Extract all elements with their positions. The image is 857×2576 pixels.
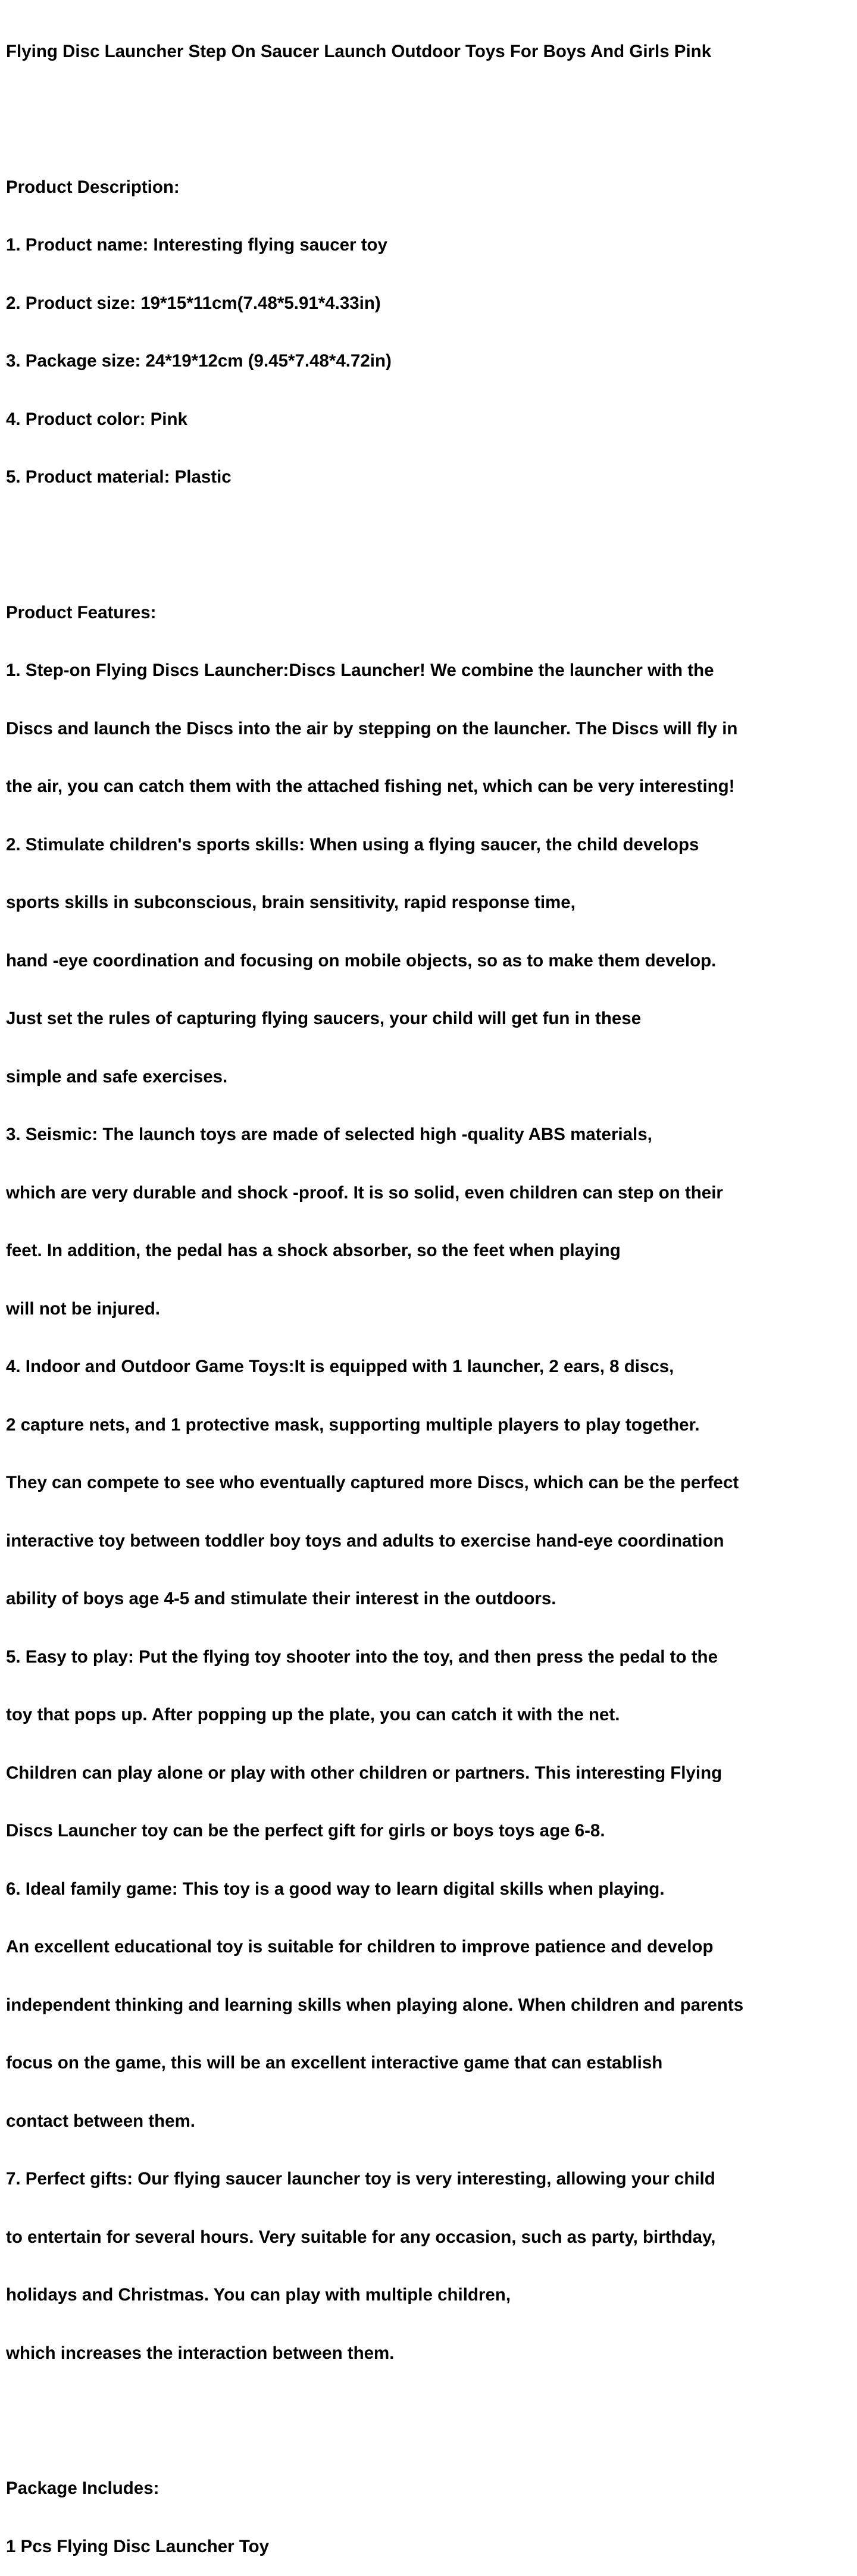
description-line: 1. Product name: Interesting flying saucer toy xyxy=(6,235,387,255)
features-line: 2. Stimulate children's sports skills: When using a flying saucer, the child develops xyxy=(6,834,699,855)
description-line: 2. Product size: 19*15*11cm(7.48*5.91*4.33in) xyxy=(6,293,381,313)
features-line: focus on the game, this will be an excellent interactive game that can establish xyxy=(6,2053,663,2073)
features-line: 2 capture nets, and 1 protective mask, supporting multiple players to play together. xyxy=(6,1414,700,1435)
features-line: feet. In addition, the pedal has a shock absorber, so the feet when playing xyxy=(6,1241,621,1260)
features-line: ability of boys age 4-5 and stimulate their interest in the outdoors. xyxy=(6,1589,556,1608)
features-line: 3. Seismic: The launch toys are made of selected high -quality ABS materials, xyxy=(6,1125,652,1144)
features-line: Children can play alone or play with other children or partners. This interesting Flying xyxy=(6,1763,722,1783)
spacer xyxy=(6,2402,854,2421)
features-line: interactive toy between toddler boy toys and adults to exercise hand-eye coordination xyxy=(6,1530,724,1551)
product-document xyxy=(6,4,854,2576)
features-line: toy that pops up. After popping up the plate, you can catch it with the net. xyxy=(6,1705,620,1724)
features-line: They can compete to see who eventually captured more Discs, which can be the perfect xyxy=(6,1473,739,1492)
spacer xyxy=(6,101,854,120)
description-line: 4. Product color: Pink xyxy=(6,409,187,429)
features-line: holidays and Christmas. You can play with multiple children, xyxy=(6,2285,511,2305)
features-line: Just set the rules of capturing flying saucers, your child will get fun in these xyxy=(6,1009,642,1028)
features-line: which are very durable and shock -proof. It is so solid, even children can step on their xyxy=(6,1182,723,1203)
features-line: simple and safe exercises. xyxy=(6,1066,228,1087)
features-line: which increases the interaction between them. xyxy=(6,2343,395,2363)
features-line: to entertain for several hours. Very suitable for any occasion, such as party, birthday, xyxy=(6,2227,716,2247)
description-line: 3. Package size: 24*19*12cm (9.45*7.48*4.72in) xyxy=(6,351,392,371)
features-line: Discs and launch the Discs into the air by stepping on the launcher. The Discs will fly in xyxy=(6,718,738,738)
features-line: contact between them. xyxy=(6,2111,196,2131)
features-heading: Product Features: xyxy=(6,602,157,622)
features-line: hand -eye coordination and focusing on mobile objects, so as to make them develop. xyxy=(6,950,717,971)
description-line: 5. Product material: Plastic xyxy=(6,467,232,487)
features-line: An excellent educational toy is suitable for children to improve patience and develop xyxy=(6,1937,714,1957)
product-title: Flying Disc Launcher Step On Saucer Launch Outdoor Toys For Boys And Girls Pink xyxy=(6,42,712,61)
features-line: independent thinking and learning skills when playing alone. When children and parents xyxy=(6,1995,744,2015)
package-line: 1 Pcs Flying Disc Launcher Toy xyxy=(6,2536,270,2556)
features-line: the air, you can catch them with the attached fishing net, which can be very interesting! xyxy=(6,777,735,796)
description-heading: Product Description: xyxy=(6,177,180,197)
features-line: 1. Step-on Flying Discs Launcher:Discs Launcher! We combine the launcher with the xyxy=(6,661,714,680)
features-line: 5. Easy to play: Put the flying toy shooter into the toy, and then press the pedal to the xyxy=(6,1647,718,1667)
spacer xyxy=(6,526,854,546)
features-line: 4. Indoor and Outdoor Game Toys:It is equipped with 1 launcher, 2 ears, 8 discs, xyxy=(6,1357,674,1376)
features-line: will not be injured. xyxy=(6,1298,160,1319)
features-line: 6. Ideal family game: This toy is a good way to learn digital skills when playing. xyxy=(6,1879,665,1899)
features-line: Discs Launcher toy can be the perfect gift for girls or boys toys age 6-8. xyxy=(6,1821,605,1841)
features-line: 7. Perfect gifts: Our flying saucer launcher toy is very interesting, allowing your child xyxy=(6,2169,715,2189)
package-heading: Package Includes: xyxy=(6,2478,159,2498)
features-line: sports skills in subconscious, brain sensitivity, rapid response time, xyxy=(6,893,575,912)
